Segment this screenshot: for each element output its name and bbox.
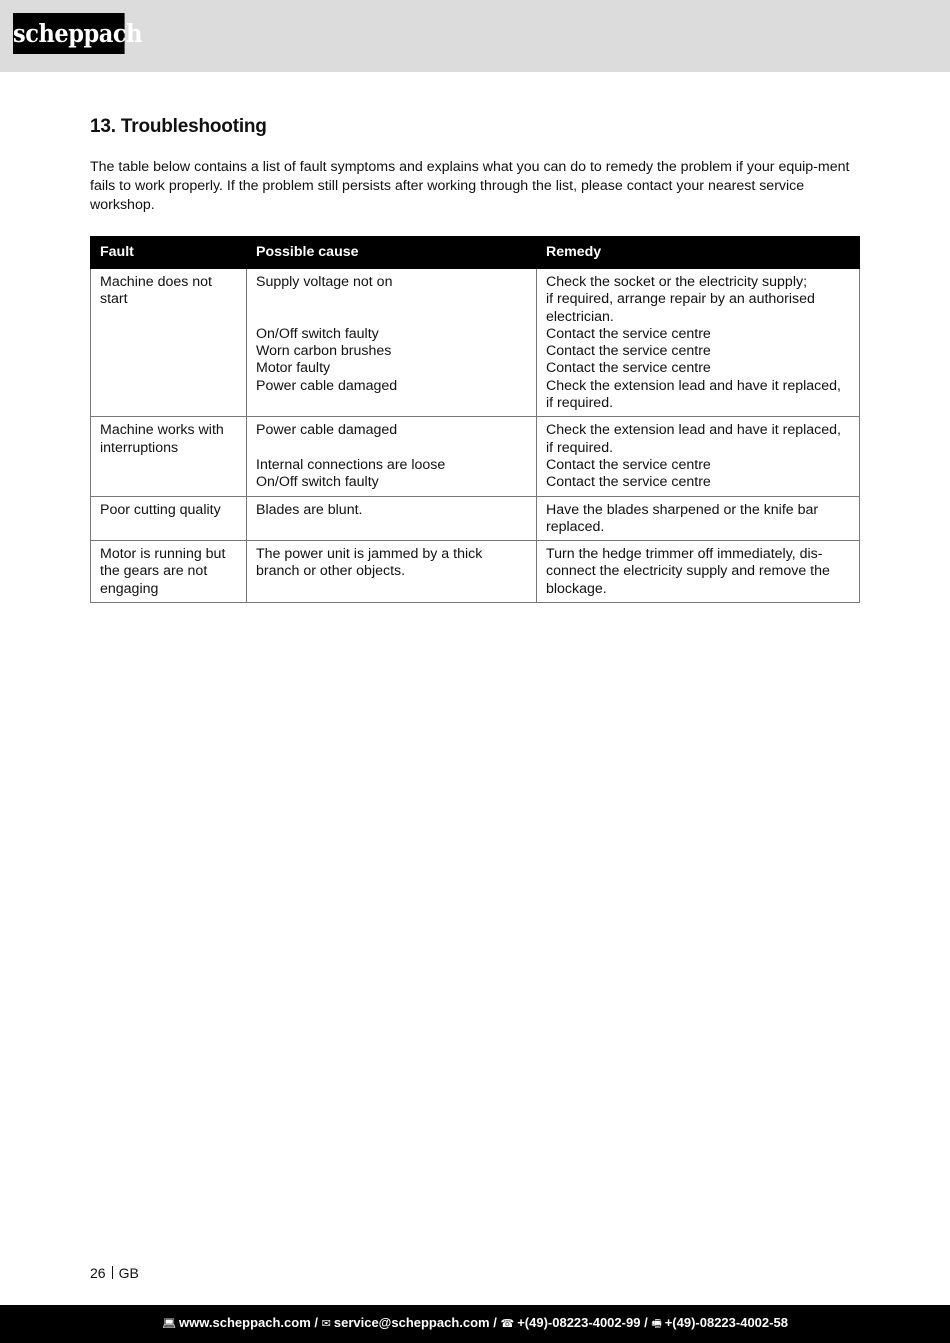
cause-line bbox=[256, 309, 527, 326]
page-number-value: 26 bbox=[90, 1265, 106, 1281]
table-header-row bbox=[91, 237, 860, 269]
remedy-line: blockage. bbox=[546, 580, 607, 597]
remedy-line: Turn the hedge trimmer off immediately, dis- bbox=[546, 546, 823, 563]
cell-fault bbox=[91, 496, 247, 541]
cause-line: Motor faulty bbox=[256, 360, 331, 377]
cause-line: Supply voltage not on bbox=[256, 274, 393, 290]
remedy-line: connect the electricity supply and remove the bbox=[546, 563, 830, 580]
cause-line: On/Off switch faulty bbox=[256, 325, 379, 342]
section-title: 13. Troubleshooting bbox=[90, 116, 267, 137]
cell-fault bbox=[91, 269, 247, 417]
cell-cause bbox=[247, 269, 537, 417]
fault-line: start bbox=[100, 291, 128, 308]
table-row bbox=[91, 269, 860, 417]
remedy-line: if required. bbox=[546, 395, 614, 412]
page-number bbox=[90, 1265, 139, 1281]
footer-separator: / bbox=[644, 1315, 648, 1330]
header-remedy: Remedy bbox=[537, 237, 860, 269]
table-row bbox=[91, 541, 860, 603]
cell-fault bbox=[91, 541, 247, 603]
remedy-line: replaced. bbox=[546, 518, 605, 535]
cell-fault bbox=[91, 417, 247, 496]
cell-cause bbox=[247, 541, 537, 603]
remedy-line: if required, arrange repair by an authorised bbox=[546, 291, 815, 308]
remedy-line: Check the extension lead and have it replaced, bbox=[546, 422, 841, 439]
laptop-icon: 💻︎ bbox=[162, 1318, 177, 1330]
footer-separator: / bbox=[493, 1315, 497, 1330]
remedy-line: Have the blades sharpened or the knife bar bbox=[546, 501, 819, 518]
cell-remedy bbox=[537, 417, 860, 496]
remedy-line: electrician. bbox=[546, 308, 614, 325]
brand-logo: scheppach bbox=[13, 13, 125, 54]
footer-website[interactable]: www.scheppach.com bbox=[179, 1315, 311, 1330]
intro-paragraph: The table below contains a list of fault symptoms and explains what you can do to remedy the problem if your equip-ment fails to work properly. If the problem still persists after working through the list, please contact your nearest service workshop. bbox=[90, 159, 850, 213]
cause-line: The power unit is jammed by a thick bbox=[256, 546, 483, 563]
cause-line: branch or other objects. bbox=[256, 563, 406, 580]
troubleshooting-table bbox=[90, 236, 860, 603]
footer-separator: / bbox=[314, 1315, 319, 1330]
fault-line: the gears are not bbox=[100, 563, 208, 580]
cell-cause bbox=[247, 417, 537, 496]
remedy-line: Contact the service centre bbox=[546, 474, 711, 491]
cause-line: On/Off switch faulty bbox=[256, 474, 379, 491]
footer-phone: +(49)-08223-4002-99 bbox=[517, 1315, 641, 1330]
envelope-icon: ✉ bbox=[321, 1318, 331, 1330]
fault-line: Motor is running but bbox=[100, 546, 226, 563]
footer-fax: +(49)-08223-4002-58 bbox=[664, 1315, 788, 1330]
cell-remedy bbox=[537, 541, 860, 603]
fault-line: interruptions bbox=[100, 439, 179, 456]
contact-footer bbox=[0, 1305, 950, 1343]
page-number-divider bbox=[112, 1266, 113, 1279]
remedy-line: if required. bbox=[546, 439, 614, 456]
fax-icon: 🖷 bbox=[651, 1318, 662, 1330]
cause-line bbox=[256, 291, 527, 308]
table-row bbox=[91, 496, 860, 541]
cell-remedy bbox=[537, 496, 860, 541]
cause-line: Power cable damaged bbox=[256, 422, 398, 439]
fault-line: engaging bbox=[100, 580, 159, 597]
phone-icon: ☎ bbox=[500, 1318, 515, 1330]
cause-line: Internal connections are loose bbox=[256, 456, 446, 473]
header-band bbox=[0, 0, 950, 72]
cell-remedy bbox=[537, 269, 860, 417]
fault-line: Poor cutting quality bbox=[100, 501, 221, 518]
page-language: GB bbox=[118, 1265, 139, 1281]
header-fault: Fault bbox=[91, 237, 247, 269]
cell-cause bbox=[247, 496, 537, 541]
remedy-line: Contact the service centre bbox=[546, 456, 711, 473]
remedy-line: Contact the service centre bbox=[546, 325, 711, 342]
cause-line: Worn carbon brushes bbox=[256, 343, 392, 360]
header-possible-cause: Possible cause bbox=[247, 237, 537, 269]
cause-line bbox=[256, 440, 527, 457]
table-body bbox=[91, 269, 860, 603]
fault-line: Machine does not bbox=[100, 274, 212, 290]
remedy-line: Contact the service centre bbox=[546, 343, 711, 360]
footer-email[interactable]: service@scheppach.com bbox=[333, 1315, 490, 1330]
fault-line: Machine works with bbox=[100, 422, 224, 439]
remedy-line: Contact the service centre bbox=[546, 360, 711, 377]
table-row bbox=[91, 417, 860, 496]
cause-line: Blades are blunt. bbox=[256, 501, 363, 518]
remedy-line: Check the socket or the electricity supply; bbox=[546, 274, 808, 290]
cause-line: Power cable damaged bbox=[256, 377, 398, 394]
remedy-line: Check the extension lead and have it replaced, bbox=[546, 377, 841, 394]
